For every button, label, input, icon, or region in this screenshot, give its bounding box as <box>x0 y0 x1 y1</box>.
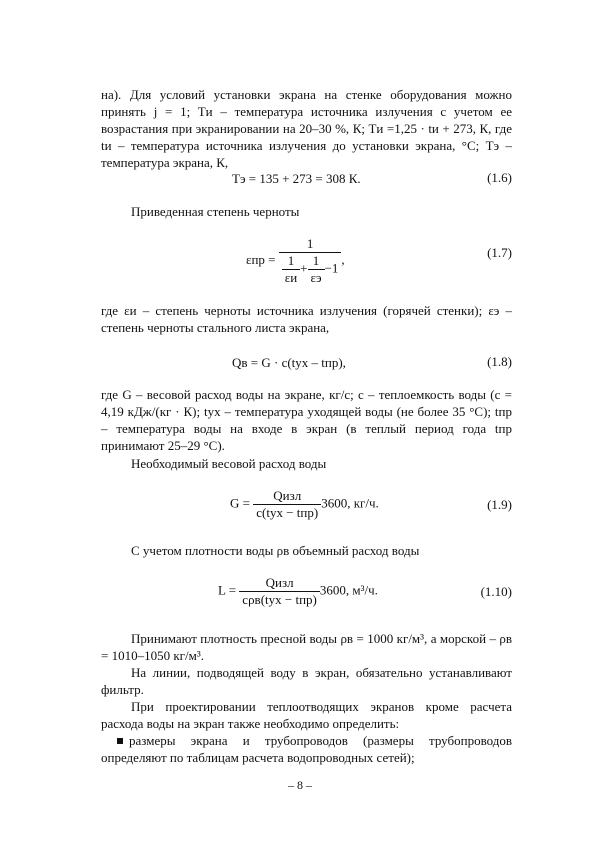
equation-1-9 <box>230 488 379 521</box>
eq17-sub1-num: 1 <box>282 253 300 270</box>
eq17-numerator: 1 <box>279 236 342 253</box>
eq19-tail: 3600, кг/ч. <box>321 495 379 511</box>
equation-number-1-8: (1.8) <box>487 354 512 369</box>
paragraph-2: Приведенная степень черноты <box>131 204 300 219</box>
eq17-sub-fraction-1 <box>282 253 300 286</box>
eq19-numerator: Qизл <box>253 488 321 505</box>
paragraph-9: При проектировании теплоотводящих экранов кроме расчета расхода воды на экран также необходимо определить: <box>101 699 512 731</box>
paragraph-5: Необходимый весовой расход воды <box>131 456 327 471</box>
bullet-text-1: размеры экрана и трубопроводов (размеры трубопроводов определяют по таблицам расчета водопроводных сетей); <box>101 733 512 765</box>
eq17-sub-fraction-2 <box>308 253 325 286</box>
paragraph-7: Принимают плотность пресной воды ρв = 1000 кг/м³, а морской – ρв = 1010–1050 кг/м³. <box>101 631 512 663</box>
equation-number-1-10: (1.10) <box>480 584 512 599</box>
equation-number-1-9: (1.9) <box>487 497 512 512</box>
equation-number-1-7: (1.7) <box>487 245 512 260</box>
eq17-comma: , <box>341 251 345 267</box>
eq17-denominator: $\frac{1}{\varepsilon и}$ + $\frac{1}{\varepsilon э}$ −1 <box>279 253 342 286</box>
eq17-sub2-num: 1 <box>308 253 325 270</box>
eq17-sub2-den: εэ <box>310 270 322 285</box>
eq17-lhs: εпр = <box>246 251 276 267</box>
bullet-marker-icon <box>117 738 123 744</box>
page-number: – 8 – <box>288 778 312 792</box>
eq17-fraction <box>279 236 345 286</box>
paragraph-3: где εи – степень черноты источника излучения (горячей стенки); εэ – степень черноты стального листа экрана, <box>101 303 512 335</box>
paragraph-6: С учетом плотности воды ρв объемный расход воды <box>131 543 420 558</box>
paragraph-1: на). Для условий установки экрана на стенке оборудования можно принять j = 1; Tи – температура источника излучения с учетом ее возрастания при экранировании на 20–30 %, К; Tи =1,25 · tи + 273, К, где tи – температура источника излучения до установки экрана, °С; Tэ – температура экрана, К, <box>101 87 512 170</box>
eq110-lhs: L = <box>218 582 237 598</box>
equation-1-6: Tэ = 135 + 273 = 308 К. <box>232 171 361 186</box>
equation-1-8: Qв = G · c(tух – tпр), <box>232 355 346 370</box>
bullet-item-1 <box>101 732 512 766</box>
eq110-numerator: Qизл <box>239 575 320 592</box>
eq19-fraction <box>253 488 321 521</box>
equation-number-1-6: (1.6) <box>487 170 512 185</box>
eq110-denominator: cρв(tух − tпр) <box>242 592 317 607</box>
paragraph-8: На линии, подводящей воду в экран, обязательно устанавливают фильтр. <box>101 665 512 697</box>
paragraph-4: где G – весовой расход воды на экране, кг/с; c – теплоемкость воды (c = 4,19 кДж/(кг · К); tух – температура уходящей воды (не более 35 °С); tпр – температура воды на входе в экран (в теплый период года tпр принимают 25–29 °С). <box>101 387 512 453</box>
eq19-denominator: c(tух − tпр) <box>256 505 319 520</box>
eq110-fraction <box>239 575 320 608</box>
eq17-sub1-den: εи <box>284 270 298 285</box>
eq17-tail: −1 <box>324 260 339 276</box>
equation-1-7 <box>246 236 345 286</box>
eq19-lhs: G = <box>230 495 250 511</box>
equation-1-10 <box>218 575 378 608</box>
eq110-tail: 3600, м³/ч. <box>319 582 378 598</box>
